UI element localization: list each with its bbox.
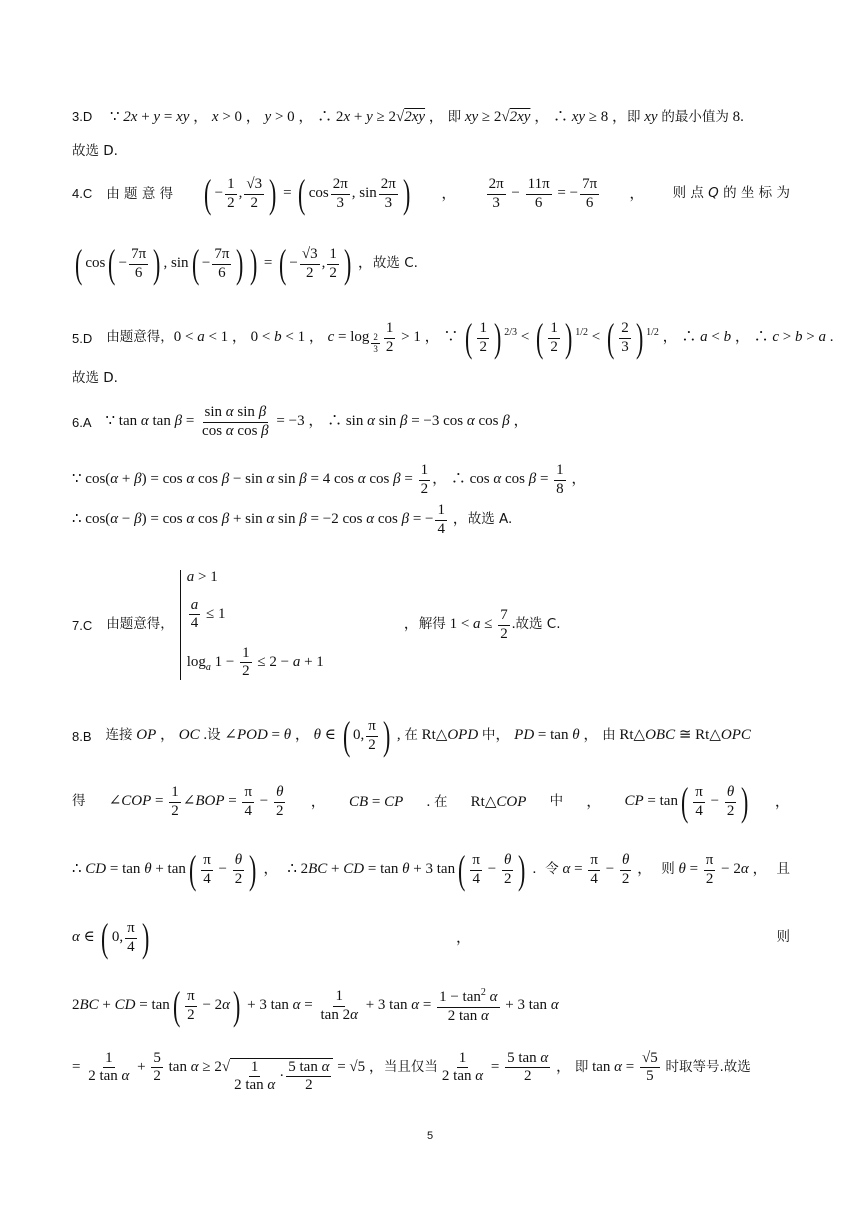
- item-8-line-5: [72, 983, 790, 1028]
- item-8-line-3: ∴ CD = tan θ + tan( $\frac{\pi}{4}$ − $\frac{\theta}{2}$ ) ， ∴ 2BC + CD = tan θ + 3 tan( $\frac{\pi}{4}$ − $\frac{\theta}{2}$ ) . 令 α = $\frac{\pi}{4}$ − $\frac{\theta}{2}$ ， 则 θ = $\frac{\pi}{2}$ − 2α ， 且: [72, 847, 790, 892]
- conclusion-text: 故选 D.: [72, 143, 118, 159]
- item-number: 4.C: [72, 185, 93, 201]
- item-8-math-6: = $\frac{1}{\text{2 tan α}}$ + $\frac{5}{2}$ tan α ≥ 2√ $\frac{1}{\text{2 tan α}}$ · $\frac{\text{5 tan α}}{2}$ = √5 ，当且仅当 $\frac{1}{\text{2 tan α}}$ = $\frac{\text{5 tan α}}{2}$ ， 即 tan α = $\frac{√5}{5}$ 时取等号.故选: [72, 1049, 751, 1094]
- item-6-line-2: [72, 460, 790, 500]
- item-number: 7.C: [72, 617, 93, 633]
- item-8-line-1: [72, 713, 790, 758]
- item-7-intro: 由题意得，: [106, 616, 174, 633]
- item-7-line-1: [72, 560, 790, 690]
- item-8-math-1: 连接 OP ， OC .设 ∠POD = θ ， θ ∈ ( 0, $\frac{\pi}{2}$ ) , 在 Rt△OPD 中， PD = tan θ ， 由 Rt△OBC ≅ Rt△OPC: [105, 713, 751, 758]
- item-5-line-2: [72, 371, 790, 386]
- item-number: 3.D: [72, 109, 93, 124]
- item-number: 5.D: [72, 330, 93, 346]
- item-3-line-1: [72, 110, 790, 125]
- conclusion-text: 故选 D.: [72, 370, 118, 386]
- item-6-math-1: ∵ tan α tan β = $\frac{\text{sin α sin β}}{\text{cos α cos β}}$ = −3 ， ∴ sin α sin β = −3 cos α cos β ，: [105, 404, 529, 439]
- item-number: 6.A: [72, 414, 92, 430]
- item-8-line-2: 得 ∠COP = $\frac{1}{2}$ ∠BOP = $\frac{\pi}{4}$ − $\frac{\theta}{2}$ ， CB = CP . 在 Rt△COP 中 ， CP = tan( $\frac{\pi}{4}$ − $\frac{\theta}{2}$ ) ，: [72, 779, 790, 824]
- item-4-line-1: 4.C 由 题 意 得 ( − $\frac{1}{2}$ , $\frac{√3}{2}$ ) = ( cos $\frac{2\pi}{3}$ , sin $\frac{2\pi}{3}$ ) ， $\frac{2\pi}{3}$ − $\frac{11\pi}{6}$ = − $\frac{7\pi}{6}$ ， 则 点 Q 的 坐 标 为: [72, 171, 790, 216]
- item-5-line-1: [72, 315, 834, 360]
- item-8-line-4: α ∈ ( 0, $\frac{\pi}{4}$ ) ， 则: [72, 915, 790, 960]
- page-number: 5: [426, 1130, 434, 1142]
- item-8-line-6: [72, 1049, 790, 1094]
- item-6-line-3: [72, 500, 790, 540]
- item-3-line-2: [72, 144, 790, 159]
- system-of-inequalities: a > 1 $\frac{a}{4}$ ≤ 1 $\log_a 1$ − $\frac{1}{2}$ ≤ 2 − a + 1: [180, 570, 324, 680]
- item-6-math-2: ∵ cos(α + β) = cos α cos β − sin α sin β = 4 cos α cos β = $\frac{1}{2}$ ， ∴ cos α cos β = $\frac{1}{8}$ ，: [72, 462, 587, 497]
- item-6-math-3: ∴ cos(α − β) = cos α cos β + sin α sin β = −2 cos α cos β = − $\frac{1}{4}$ ，故选 A.: [72, 502, 513, 537]
- item-number: 8.B: [72, 728, 92, 744]
- item-6-line-1: [72, 402, 790, 442]
- item-7-result: ，解得 1 < a ≤ $\frac{7}{2}$ .故选 C.: [403, 607, 561, 642]
- item-4-line-2: [72, 241, 790, 286]
- item-3-math: ∵ 2x + y = xy ， x > 0 ， y > 0 ， ∴ 2x + y ≥ 2√2xy ， 即 xy ≥ 2√2xy ， ∴ xy ≥ 8 ，即 xy 的最小值为 8.: [109, 109, 744, 125]
- item-5-math: 由题意得，0 < a < 1 ， 0 < b < 1 ， c = log $_{\frac{2}{3}}$ $\frac{1}{2}$ > 1 ， ∵ ( $\frac{1}{2}$ ) $^{2/3}$ < ( $\frac{1}{2}$ ) $^{1/2}$ < ( $\frac{2}{3}$ ) $^{1/2}$ ， ∴ a < b ， ∴ c > b > a .: [106, 315, 834, 360]
- item-4-math: ( cos( − $\frac{7\pi}{6}$ ) , sin( − $\frac{7\pi}{6}$ ) ) = ( − $\frac{√3}{2}$ , $\frac{1}{2}$ ) ，故选 C.: [74, 241, 418, 286]
- item-8-math-5: 2BC + CD = tan( $\frac{\pi}{2}$ − 2α) + 3 tan α = $\frac{1}{\tan 2\alpha}$ + 3 tan α = $\frac{1 - \tan^2 \alpha}{\text{2 tan α}}$ + 3 tan α: [72, 983, 559, 1028]
